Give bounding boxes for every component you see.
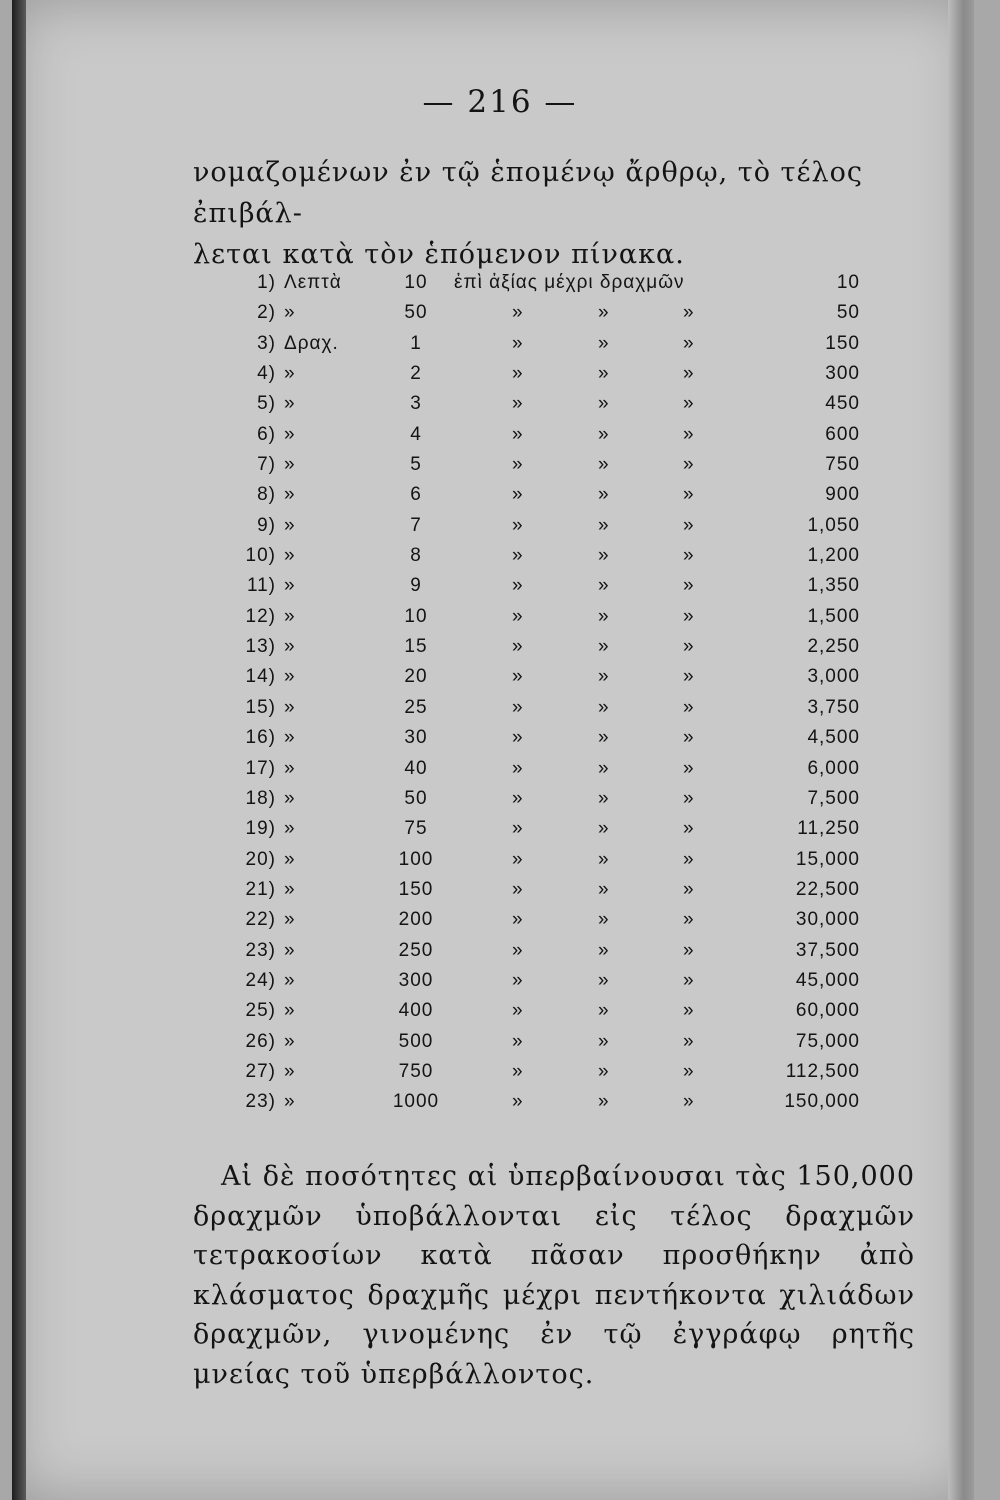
row-fee: 75,000	[795, 1030, 860, 1052]
row-number: 27)	[245, 1060, 276, 1082]
row-number: 2)	[257, 302, 276, 324]
row-description: ἐπὶ ἀξίας μέχρι δραχμῶν	[454, 272, 685, 293]
row-unit: »	[284, 363, 296, 385]
row-fee: 900	[825, 484, 860, 506]
row-fee: 750	[825, 454, 860, 476]
row-unit: »	[284, 1060, 296, 1082]
row-unit: »	[284, 393, 296, 415]
tariff-row	[240, 359, 860, 389]
row-number: 17)	[245, 757, 276, 779]
row-fee: 45,000	[795, 969, 860, 991]
row-number: 21)	[245, 878, 276, 900]
row-ditto-mark: »	[598, 1060, 610, 1082]
row-ditto-mark: »	[683, 363, 695, 385]
row-fee: 6,000	[807, 757, 860, 779]
row-ditto-mark: »	[598, 393, 610, 415]
tariff-row	[240, 602, 860, 632]
row-ditto-mark: »	[683, 454, 695, 476]
row-fee: 10	[836, 272, 860, 293]
intro-text	[193, 152, 913, 275]
row-ditto-mark: »	[512, 939, 524, 961]
row-amount: 3	[410, 393, 422, 415]
row-amount: 50	[404, 302, 428, 324]
row-ditto-mark: »	[598, 939, 610, 961]
tariff-row	[240, 693, 860, 723]
tariff-row	[240, 784, 860, 814]
row-ditto-mark: »	[683, 423, 695, 445]
row-ditto-mark: »	[598, 1091, 610, 1113]
row-fee: 11,250	[797, 818, 860, 840]
row-amount: 15	[404, 636, 428, 658]
row-fee: 1,050	[807, 514, 860, 536]
tariff-row	[240, 875, 860, 905]
row-fee: 50	[836, 302, 860, 324]
row-number: 15)	[245, 696, 276, 718]
row-amount: 10	[404, 605, 428, 627]
row-amount: 9	[410, 575, 422, 597]
row-ditto-mark: »	[683, 1030, 695, 1052]
row-fee: 1,200	[807, 545, 860, 567]
row-ditto-mark: »	[683, 848, 695, 870]
row-number: 25)	[245, 1000, 276, 1022]
row-ditto-mark: »	[598, 878, 610, 900]
row-number: 12)	[245, 605, 276, 627]
row-amount: 750	[398, 1060, 434, 1082]
row-unit: Δραχ.	[284, 332, 339, 354]
row-ditto-mark: »	[683, 575, 695, 597]
row-unit: »	[284, 545, 296, 567]
row-amount: 25	[404, 696, 428, 718]
row-ditto-mark: »	[512, 605, 524, 627]
row-number: 4)	[257, 363, 276, 385]
tariff-row	[240, 845, 860, 875]
row-ditto-mark: »	[512, 393, 524, 415]
row-ditto-mark: »	[683, 484, 695, 506]
row-ditto-mark: »	[512, 454, 524, 476]
row-ditto-mark: »	[512, 969, 524, 991]
row-ditto-mark: »	[512, 1091, 524, 1113]
row-amount: 400	[398, 1000, 434, 1022]
row-ditto-mark: »	[512, 1030, 524, 1052]
row-fee: 112,500	[785, 1060, 860, 1082]
row-ditto-mark: »	[512, 363, 524, 385]
row-ditto-mark: »	[512, 1060, 524, 1082]
book-spine-shadow	[12, 0, 26, 1500]
row-unit: »	[284, 878, 296, 900]
row-ditto-mark: »	[683, 1000, 695, 1022]
row-ditto-mark: »	[512, 1000, 524, 1022]
tariff-row	[240, 814, 860, 844]
row-ditto-mark: »	[683, 969, 695, 991]
row-amount: 75	[404, 818, 428, 840]
row-fee: 3,000	[807, 666, 860, 688]
row-number: 13)	[245, 636, 276, 658]
row-number: 19)	[245, 818, 276, 840]
row-ditto-mark: »	[512, 666, 524, 688]
tariff-row	[240, 511, 860, 541]
row-amount: 7	[410, 514, 422, 536]
row-unit: »	[284, 454, 296, 476]
row-number: 6)	[257, 423, 276, 445]
row-ditto-mark: »	[683, 878, 695, 900]
row-number: 18)	[245, 787, 276, 809]
row-ditto-mark: »	[683, 666, 695, 688]
row-fee: 300	[825, 363, 860, 385]
row-number: 5)	[257, 393, 276, 415]
row-unit: »	[284, 727, 296, 749]
row-unit: Λεπτὰ	[284, 272, 342, 293]
row-amount: 1000	[392, 1091, 440, 1113]
tariff-table	[240, 268, 860, 1118]
tariff-row	[240, 1027, 860, 1057]
row-ditto-mark: »	[683, 757, 695, 779]
row-amount: 10	[404, 272, 428, 293]
tariff-row	[240, 298, 860, 328]
row-number: 8)	[257, 484, 276, 506]
row-ditto-mark: »	[598, 605, 610, 627]
row-unit: »	[284, 909, 296, 931]
row-ditto-mark: »	[512, 332, 524, 354]
row-amount: 30	[404, 727, 428, 749]
tariff-row	[240, 662, 860, 692]
row-ditto-mark: »	[598, 727, 610, 749]
row-amount: 6	[410, 484, 422, 506]
row-unit: »	[284, 969, 296, 991]
row-amount: 200	[398, 909, 434, 931]
row-ditto-mark: »	[512, 514, 524, 536]
row-ditto-mark: »	[598, 757, 610, 779]
row-unit: »	[284, 818, 296, 840]
closing-text: Αἱ δὲ ποσότητες αἱ ὑπερβαίνουσαι τὰς 150,000 δραχμῶν ὑποβάλλονται εἰς τέλος δραχμῶν τετρακοσίων κατὰ πᾶσαν προσθήκην ἀπὸ κλάσματος δραχμῆς μέχρι πεντήκοντα χιλιάδων δραχμῶν, γινομένης ἐν τῷ ἐγγράφῳ ρητῆς μνείας τοῦ ὑπερβάλλοντος.	[193, 1161, 915, 1390]
row-amount: 300	[398, 969, 434, 991]
tariff-row	[240, 966, 860, 996]
row-ditto-mark: »	[683, 1091, 695, 1113]
row-number: 11)	[246, 575, 276, 597]
tariff-row	[240, 389, 860, 419]
row-fee: 30,000	[795, 909, 860, 931]
row-ditto-mark: »	[598, 787, 610, 809]
row-fee: 37,500	[795, 939, 860, 961]
row-ditto-mark: »	[598, 1030, 610, 1052]
row-ditto-mark: »	[512, 909, 524, 931]
row-ditto-mark: »	[598, 332, 610, 354]
row-ditto-mark: »	[512, 302, 524, 324]
row-ditto-mark: »	[598, 909, 610, 931]
row-ditto-mark: »	[598, 302, 610, 324]
row-unit: »	[284, 696, 296, 718]
row-ditto-mark: »	[512, 878, 524, 900]
row-amount: 250	[398, 939, 434, 961]
row-ditto-mark: »	[512, 757, 524, 779]
row-ditto-mark: »	[512, 636, 524, 658]
row-fee: 4,500	[807, 727, 860, 749]
row-ditto-mark: »	[512, 787, 524, 809]
row-unit: »	[284, 787, 296, 809]
page-edge-shadow	[948, 0, 974, 1500]
row-fee: 7,500	[807, 787, 860, 809]
row-ditto-mark: »	[683, 818, 695, 840]
row-fee: 450	[825, 393, 860, 415]
row-ditto-mark: »	[598, 818, 610, 840]
row-ditto-mark: »	[598, 575, 610, 597]
row-ditto-mark: »	[683, 545, 695, 567]
row-number: 7)	[257, 454, 276, 476]
row-ditto-mark: »	[683, 727, 695, 749]
row-ditto-mark: »	[598, 514, 610, 536]
tariff-row	[240, 905, 860, 935]
row-ditto-mark: »	[683, 393, 695, 415]
row-amount: 150	[398, 878, 434, 900]
row-unit: »	[284, 605, 296, 627]
row-number: 22)	[245, 909, 276, 931]
row-unit: »	[284, 848, 296, 870]
row-ditto-mark: »	[512, 818, 524, 840]
row-ditto-mark: »	[598, 545, 610, 567]
row-number: 14)	[245, 666, 276, 688]
tariff-row	[240, 268, 860, 298]
row-ditto-mark: »	[598, 484, 610, 506]
row-ditto-mark: »	[512, 545, 524, 567]
row-ditto-mark: »	[683, 787, 695, 809]
row-amount: 8	[410, 545, 422, 567]
row-ditto-mark: »	[598, 696, 610, 718]
tariff-row	[240, 632, 860, 662]
row-ditto-mark: »	[683, 332, 695, 354]
row-unit: »	[284, 1030, 296, 1052]
tariff-row	[240, 723, 860, 753]
row-fee: 22,500	[795, 878, 860, 900]
row-ditto-mark: »	[598, 1000, 610, 1022]
tariff-row	[240, 571, 860, 601]
intro-line: νομαζομένων ἐν τῷ ἑπομένῳ ἄρθρῳ, τὸ τέλος ἐπιβάλ-	[193, 157, 863, 229]
row-ditto-mark: »	[683, 302, 695, 324]
row-number: 1)	[257, 272, 276, 293]
row-number: 3)	[257, 332, 276, 354]
row-amount: 1	[410, 332, 422, 354]
row-fee: 1,500	[807, 605, 860, 627]
row-number: 9)	[257, 514, 276, 536]
row-amount: 100	[398, 848, 434, 870]
row-unit: »	[284, 302, 296, 324]
row-amount: 4	[410, 423, 422, 445]
tariff-row	[240, 1087, 860, 1117]
closing-paragraph	[193, 1157, 915, 1394]
row-number: 26)	[245, 1030, 276, 1052]
row-ditto-mark: »	[512, 848, 524, 870]
row-unit: »	[284, 575, 296, 597]
row-amount: 5	[410, 454, 422, 476]
row-number: 23)	[245, 939, 276, 961]
row-ditto-mark: »	[598, 848, 610, 870]
row-unit: »	[284, 484, 296, 506]
row-ditto-mark: »	[683, 605, 695, 627]
page-number: — 216 —	[422, 84, 578, 120]
row-ditto-mark: »	[512, 423, 524, 445]
row-ditto-mark: »	[598, 423, 610, 445]
row-amount: 500	[398, 1030, 434, 1052]
row-unit: »	[284, 1000, 296, 1022]
row-fee: 3,750	[807, 696, 860, 718]
row-number: 10)	[245, 545, 276, 567]
tariff-row	[240, 996, 860, 1026]
row-number: 23)	[245, 1091, 276, 1113]
row-fee: 150	[825, 332, 860, 354]
intro-line: λεται κατὰ τὸν ἑπόμενον πίνακα.	[193, 239, 685, 270]
row-amount: 2	[410, 363, 422, 385]
row-ditto-mark: »	[512, 484, 524, 506]
row-ditto-mark: »	[683, 696, 695, 718]
tariff-row	[240, 936, 860, 966]
row-unit: »	[284, 1091, 296, 1113]
tariff-row	[240, 480, 860, 510]
row-ditto-mark: »	[683, 939, 695, 961]
row-unit: »	[284, 514, 296, 536]
row-fee: 60,000	[795, 1000, 860, 1022]
row-ditto-mark: »	[512, 575, 524, 597]
row-ditto-mark: »	[683, 909, 695, 931]
row-number: 16)	[245, 727, 276, 749]
row-ditto-mark: »	[598, 636, 610, 658]
row-ditto-mark: »	[683, 1060, 695, 1082]
row-unit: »	[284, 423, 296, 445]
tariff-row	[240, 450, 860, 480]
row-unit: »	[284, 636, 296, 658]
row-fee: 1,350	[807, 575, 860, 597]
row-ditto-mark: »	[683, 514, 695, 536]
row-ditto-mark: »	[683, 636, 695, 658]
row-unit: »	[284, 939, 296, 961]
row-fee: 2,250	[807, 636, 860, 658]
tariff-row	[240, 541, 860, 571]
tariff-row	[240, 329, 860, 359]
row-ditto-mark: »	[598, 363, 610, 385]
row-amount: 20	[404, 666, 428, 688]
row-number: 24)	[245, 969, 276, 991]
row-ditto-mark: »	[598, 969, 610, 991]
row-unit: »	[284, 666, 296, 688]
tariff-row	[240, 1057, 860, 1087]
row-amount: 40	[404, 757, 428, 779]
row-ditto-mark: »	[512, 727, 524, 749]
row-fee: 150,000	[784, 1091, 860, 1113]
tariff-row	[240, 754, 860, 784]
row-ditto-mark: »	[512, 696, 524, 718]
row-fee: 600	[825, 423, 860, 445]
row-ditto-mark: »	[598, 666, 610, 688]
tariff-row	[240, 420, 860, 450]
row-number: 20)	[245, 848, 276, 870]
row-unit: »	[284, 757, 296, 779]
row-fee: 15,000	[795, 848, 860, 870]
row-ditto-mark: »	[598, 454, 610, 476]
row-amount: 50	[404, 787, 428, 809]
